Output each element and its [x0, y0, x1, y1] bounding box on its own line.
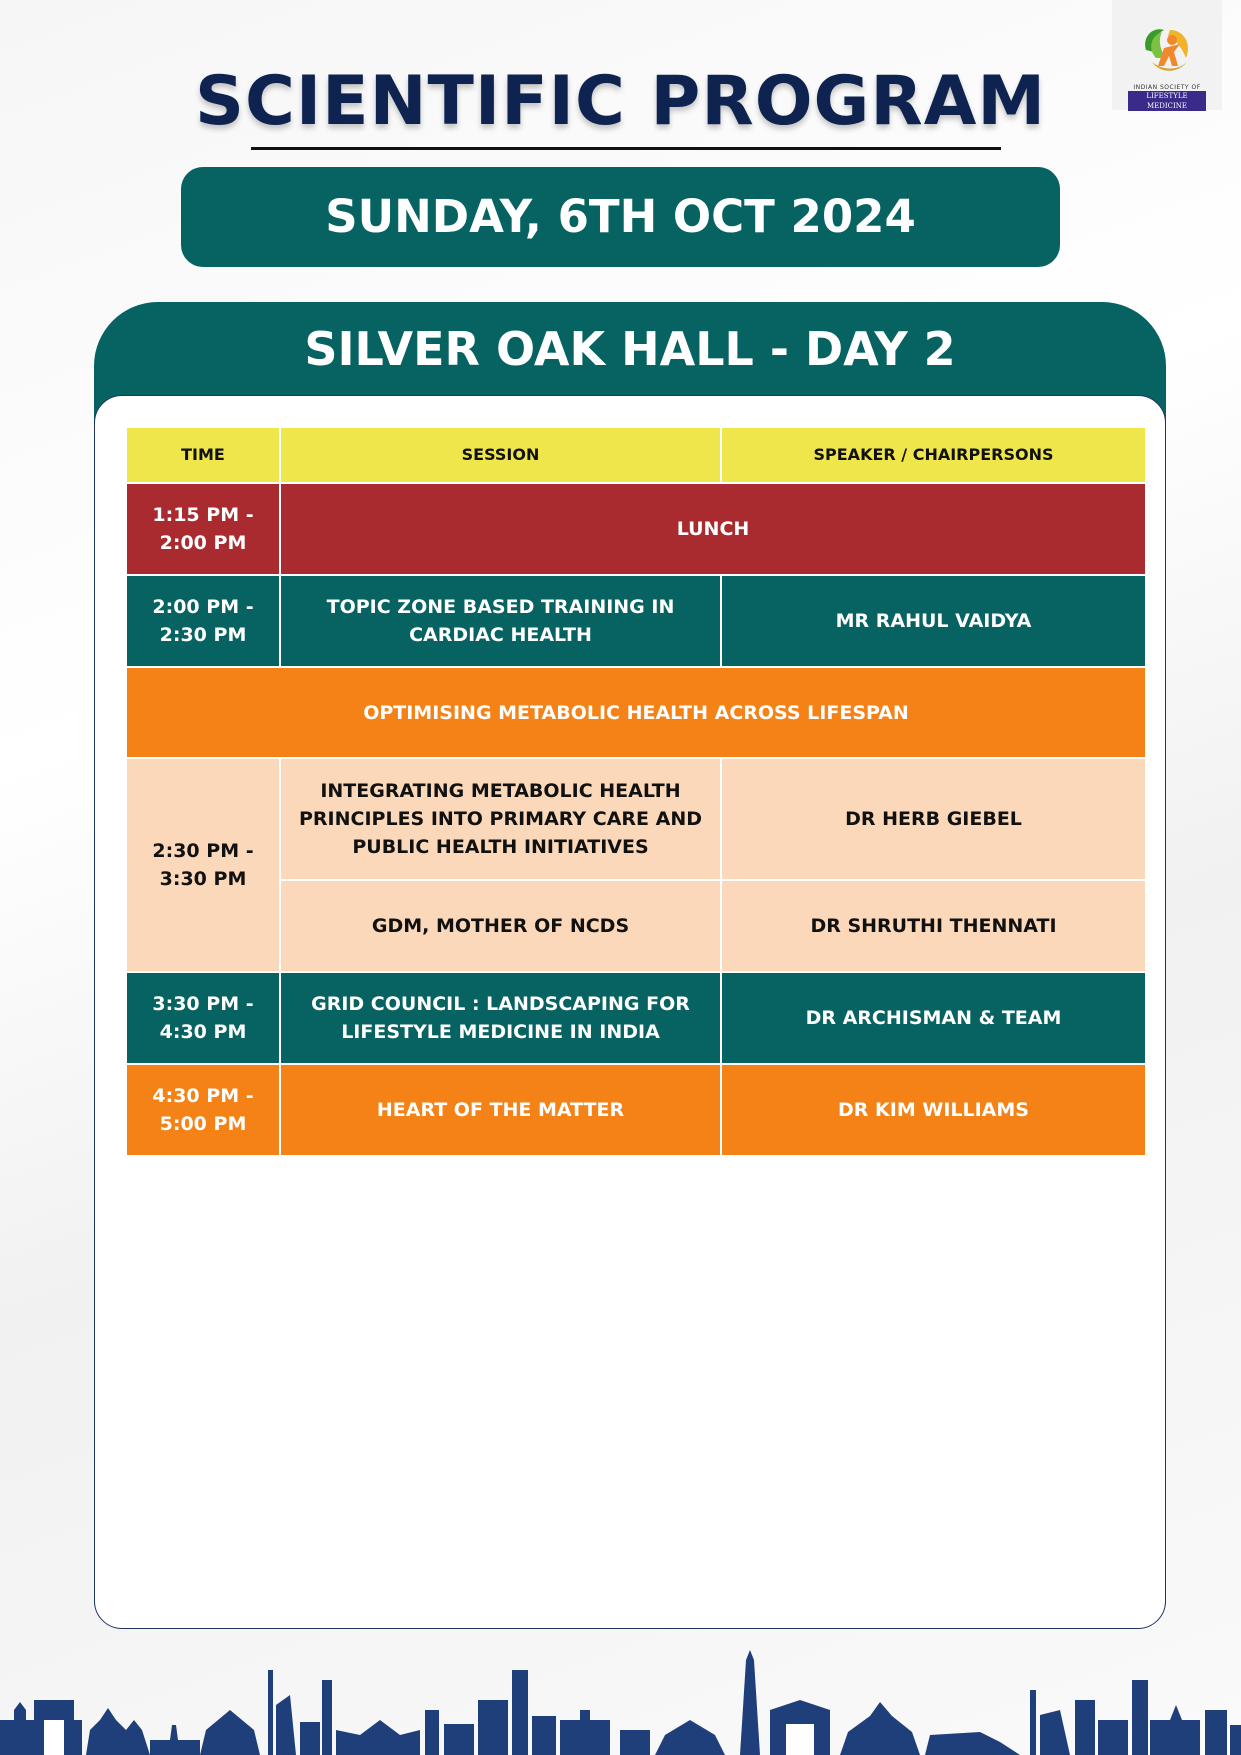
speaker-cell: MR RAHUL VAIDYA [721, 575, 1146, 667]
time-cell: 2:30 PM - 3:30 PM [126, 758, 280, 972]
table-row [126, 972, 1146, 1064]
column-header-speaker: SPEAKER / CHAIRPERSONS [721, 427, 1146, 483]
speaker-cell: DR KIM WILLIAMS [721, 1064, 1146, 1156]
time-cell: 4:30 PM - 5:00 PM [126, 1064, 280, 1156]
time-cell: 1:15 PM - 2:00 PM [126, 483, 280, 575]
speaker-cell: DR ARCHISMAN & TEAM [721, 972, 1146, 1064]
title-underline [251, 147, 1001, 150]
hall-title: SILVER OAK HALL - DAY 2 [304, 322, 956, 376]
session-cell: TOPIC ZONE BASED TRAINING IN CARDIAC HEALTH [280, 575, 721, 667]
table-row [126, 575, 1146, 667]
table-row [126, 483, 1146, 575]
session-cell: LUNCH [280, 483, 1146, 575]
logo-caption-bottom: LIFESTYLE MEDICINE [1128, 91, 1206, 111]
time-cell: 3:30 PM - 4:30 PM [126, 972, 280, 1064]
society-logo [1112, 0, 1222, 110]
column-header-session: SESSION [280, 427, 721, 483]
session-cell: INTEGRATING METABOLIC HEALTH PRINCIPLES INTO PRIMARY CARE AND PUBLIC HEALTH INITIATIVES [280, 758, 721, 880]
column-header-time: TIME [126, 427, 280, 483]
date-banner: SUNDAY, 6TH OCT 2024 [181, 167, 1060, 267]
page-title: SCIENTIFIC PROGRAM [194, 62, 1047, 141]
session-cell: HEART OF THE MATTER [280, 1064, 721, 1156]
session-cell: GDM, MOTHER OF NCDS [280, 880, 721, 972]
schedule-table [125, 426, 1147, 1157]
session-cell: GRID COUNCIL : LANDSCAPING FOR LIFESTYLE MEDICINE IN INDIA [280, 972, 721, 1064]
city-skyline-icon [0, 1650, 1241, 1755]
table-header-row [126, 427, 1146, 483]
table-row [126, 758, 1146, 880]
logo-caption-top: INDIAN SOCIETY OF [1133, 84, 1201, 91]
time-cell: 2:00 PM - 2:30 PM [126, 575, 280, 667]
section-banner-cell: OPTIMISING METABOLIC HEALTH ACROSS LIFESPAN [126, 667, 1146, 758]
table-row [126, 667, 1146, 758]
speaker-cell: DR SHRUTHI THENNATI [721, 880, 1146, 972]
table-row [126, 1064, 1146, 1156]
speaker-cell: DR HERB GIEBEL [721, 758, 1146, 880]
